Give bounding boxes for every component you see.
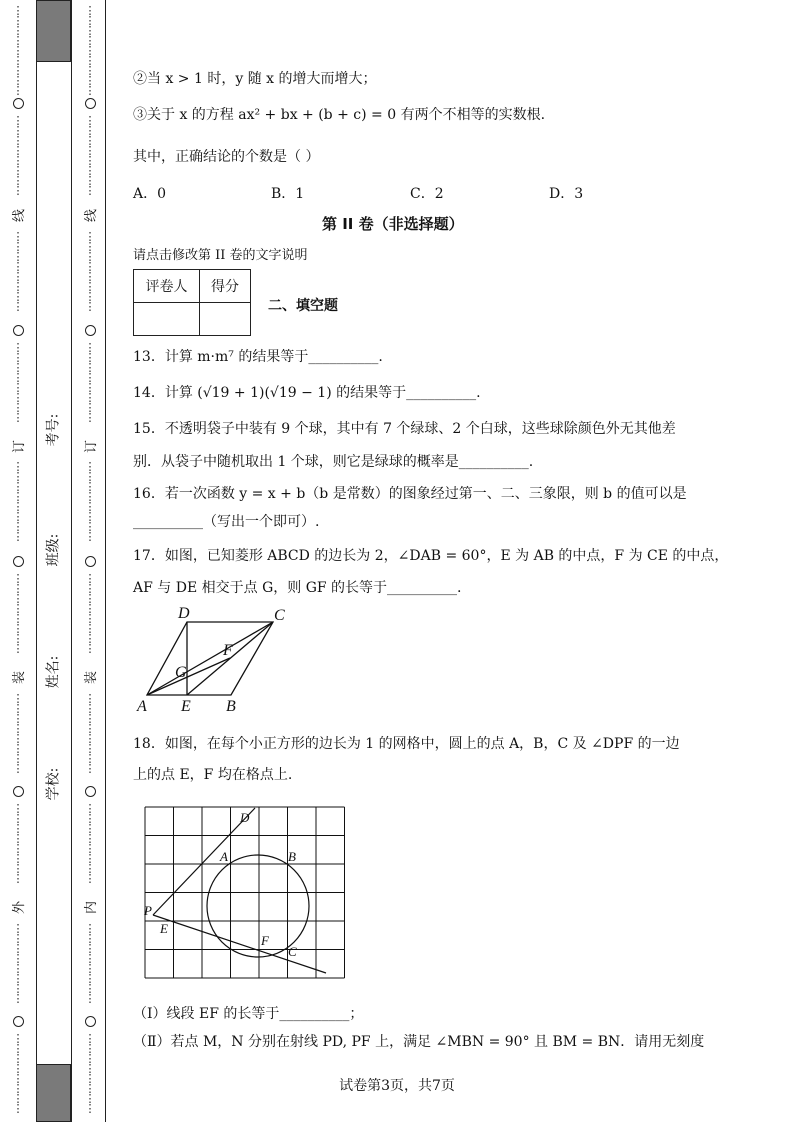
page-footer: 试卷第3页，共7页 <box>339 1078 455 1094</box>
question-18-part-1: （Ⅰ）线段 EF 的长等于__________； <box>133 1006 364 1022</box>
margin-mark: 装 <box>12 670 28 685</box>
score-cell[interactable] <box>200 303 251 336</box>
question-14: 14．计算 (√19 + 1)(√19 − 1) 的结果等于__________. <box>133 385 481 401</box>
margin-mark: 订 <box>12 439 28 454</box>
label-d: D <box>178 605 190 622</box>
margin-mark: 线 <box>12 208 28 223</box>
margin-mark: 线 <box>84 208 100 223</box>
inner-seal-column: ⋮ ⋮ ⋮ ⋮ ⋮ ⋮ ⋮ ⋮ ⋮ ⋮ ⋮ ⋮ ⋮ ⋮ ⋮ ⋮ ⋮ 线 ⋮ ⋮ ⋮ ⋮ ⋮ ⋮ ⋮ ⋮ ⋮ ⋮ ⋮ ⋮ ⋮ ⋮ ⋮ ⋮ 订 ⋮ ⋮ ⋮ ⋮ ⋮ ⋮ ⋮ ⋮ ⋮ ⋮ ⋮ ⋮ ⋮ ⋮ ⋮ ⋮ 装 ⋮ ⋮ ⋮ ⋮ ⋮ ⋮ ⋮ ⋮ ⋮ ⋮ ⋮ ⋮ ⋮ ⋮ ⋮ ⋮ 内 ⋮ ⋮ ⋮ ⋮ ⋮ ⋮ ⋮ ⋮ ⋮ ⋮ ⋮ ⋮ ⋮ ⋮ ⋮ ⋮ <box>83 0 97 1122</box>
section-note: 请点击修改第 II 卷的文字说明 <box>133 248 308 263</box>
grid-label-f: F <box>261 933 269 948</box>
seal-circle <box>13 325 24 336</box>
margin-mark: 外 <box>12 900 28 915</box>
question-16-line1: 16．若一次函数 y = x + b（b 是常数）的图象经过第一、二、三象限，则 b 的值可以是 <box>133 486 687 502</box>
grid-label-d: D <box>240 810 250 825</box>
class-label: 班级: <box>45 533 62 567</box>
question-18-line2: 上的点 E，F 均在格点上. <box>133 767 293 783</box>
seal-circle <box>85 786 96 797</box>
name-label: 姓名: <box>45 655 62 689</box>
outer-seal-column: ⋮ ⋮ ⋮ ⋮ ⋮ ⋮ ⋮ ⋮ ⋮ ⋮ ⋮ ⋮ ⋮ ⋮ ⋮ ⋮ ⋮ 线 ⋮ ⋮ ⋮ ⋮ ⋮ ⋮ ⋮ ⋮ ⋮ ⋮ ⋮ ⋮ ⋮ ⋮ ⋮ ⋮ 订 ⋮ ⋮ ⋮ ⋮ ⋮ ⋮ ⋮ ⋮ ⋮ ⋮ ⋮ ⋮ ⋮ ⋮ ⋮ ⋮ 装 ⋮ ⋮ ⋮ ⋮ ⋮ ⋮ ⋮ ⋮ ⋮ ⋮ ⋮ ⋮ ⋮ ⋮ ⋮ ⋮ 外 ⋮ ⋮ ⋮ ⋮ ⋮ ⋮ ⋮ ⋮ ⋮ ⋮ ⋮ ⋮ ⋮ ⋮ ⋮ ⋮ <box>11 0 25 1122</box>
seal-circle <box>85 1016 96 1027</box>
question-17-line2: AF 与 DE 相交于点 G，则 GF 的长等于__________. <box>133 580 462 596</box>
seal-circle <box>85 98 96 109</box>
margin-gray-block <box>36 0 71 62</box>
question-18-part-2: （Ⅱ）若点 M，N 分别在射线 PD, PF 上，满足 ∠MBN = 90° 且 BM = BN．请用无刻度 <box>133 1034 705 1050</box>
grid-label-p: P <box>144 903 152 918</box>
question-17-line1: 17．如图，已知菱形 ABCD 的边长为 2，∠DAB = 60°，E 为 AB 的中点，F 为 CE 的中点， <box>133 548 729 564</box>
margin-mark: 订 <box>84 439 100 454</box>
section-title: 第 II 卷（非选择题） <box>322 215 464 233</box>
item-2: ②当 x > 1 时，y 随 x 的增大而增大； <box>133 71 377 87</box>
grader-cell[interactable] <box>134 303 200 336</box>
label-f: F <box>223 642 233 659</box>
label-a: A <box>137 698 147 715</box>
question-15-line2: 别．从袋子中随机取出 1 个球，则它是绿球的概率是__________. <box>133 454 534 470</box>
seal-circle <box>13 556 24 567</box>
label-e: E <box>181 698 191 715</box>
choice-c: C．2 <box>410 186 444 202</box>
score-header: 得分 <box>200 270 251 303</box>
school-label: 学校: <box>45 767 62 801</box>
ray-pf <box>153 915 326 973</box>
seal-circle <box>13 786 24 797</box>
margin-line <box>71 0 72 1122</box>
question-16-line2: __________（写出一个即可）. <box>133 514 320 530</box>
margin-mark: 装 <box>84 670 100 685</box>
seal-circle <box>85 556 96 567</box>
label-c: C <box>274 607 285 624</box>
item-3: ③关于 x 的方程 ax² + bx + (b + c) = 0 有两个不相等的实数根. <box>133 107 546 123</box>
seal-circle <box>85 325 96 336</box>
grid-label-b: B <box>288 849 296 864</box>
grader-header: 评卷人 <box>134 270 200 303</box>
part-title: 二、填空题 <box>268 298 338 314</box>
rhombus-figure <box>130 600 300 718</box>
count-question: 其中，正确结论的个数是（ ） <box>133 149 320 165</box>
choice-a: A．0 <box>133 186 167 202</box>
label-b: B <box>226 698 236 715</box>
choice-b: B．1 <box>271 186 305 202</box>
question-18-line1: 18．如图，在每个小正方形的边长为 1 的网格中，圆上的点 A，B，C 及 ∠DPF 的一边 <box>133 736 680 752</box>
question-15-line1: 15．不透明袋子中装有 9 个球，其中有 7 个绿球、2 个白球，这些球除颜色外无其他差 <box>133 421 676 437</box>
grid-label-e: E <box>160 921 168 936</box>
margin-line <box>36 0 37 1122</box>
grid-label-a: A <box>220 849 228 864</box>
grid-figure <box>140 800 350 984</box>
exam-number-label: 考号: <box>45 413 62 447</box>
question-13: 13．计算 m·m⁷ 的结果等于__________. <box>133 349 383 365</box>
margin-mark: 内 <box>84 900 100 915</box>
seal-circle <box>13 98 24 109</box>
seal-circle <box>13 1016 24 1027</box>
label-g: G <box>175 664 187 681</box>
grid-label-c: C <box>288 944 297 959</box>
choice-d: D．3 <box>549 186 584 202</box>
margin-line <box>105 0 106 1122</box>
circle <box>207 855 309 957</box>
grader-table <box>133 269 251 336</box>
segment-ac <box>147 622 273 695</box>
segment-af <box>147 658 230 695</box>
